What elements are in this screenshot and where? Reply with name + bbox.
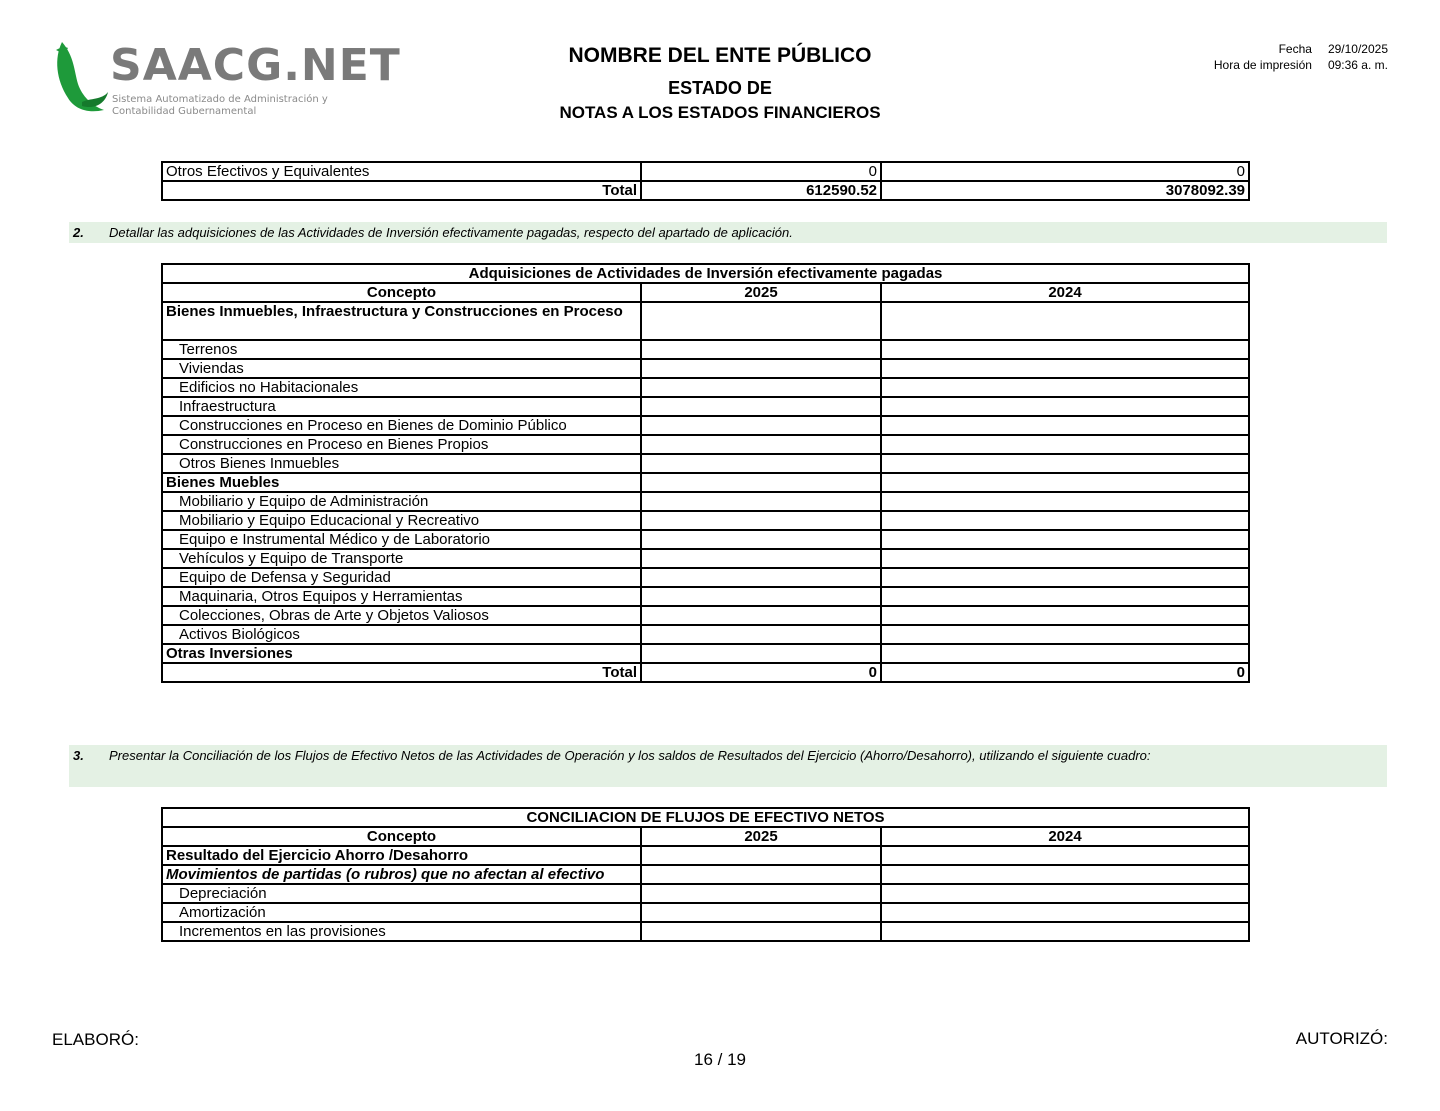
table-row: [162, 359, 1249, 378]
report-subtitle: ESTADO DE: [668, 78, 772, 98]
date-label: Fecha: [1278, 42, 1312, 56]
empty-cell: [641, 625, 881, 644]
row-label: Colecciones, Obras de Arte y Objetos Valiosos: [162, 606, 641, 625]
empty-cell: [641, 549, 881, 568]
group-row: [162, 644, 1249, 663]
row-label: Mobiliario y Equipo de Administración: [162, 492, 641, 511]
empty-cell: [881, 922, 1249, 941]
table-row: [162, 378, 1249, 397]
table-header-row: [162, 283, 1249, 302]
empty-cell: [881, 492, 1249, 511]
total-2024: 0: [881, 663, 1249, 682]
value-2024: 0: [881, 162, 1249, 181]
empty-cell: [881, 549, 1249, 568]
empty-cell: [881, 865, 1249, 884]
column-header-2024: 2024: [881, 827, 1249, 846]
empty-cell: [881, 530, 1249, 549]
table-row: [162, 511, 1249, 530]
total-2024: 3078092.39: [881, 181, 1249, 200]
empty-cell: [641, 397, 881, 416]
empty-cell: [641, 865, 881, 884]
empty-cell: [641, 454, 881, 473]
note-text: Detallar las adquisiciones de las Actividades de Inversión efectivamente pagadas, respecto del apartado de aplicación.: [109, 225, 793, 240]
page-title: NOMBRE DEL ENTE PÚBLICO: [568, 44, 872, 67]
table-header-row: [162, 827, 1249, 846]
note-3-band: [69, 745, 1387, 787]
date-value: 29/10/2025: [1327, 42, 1388, 56]
row-label: Vehículos y Equipo de Transporte: [162, 549, 641, 568]
print-metadata: [1214, 41, 1388, 73]
table-row: [162, 549, 1249, 568]
row-label: Construcciones en Proceso en Bienes Propios: [162, 435, 641, 454]
table-row: [162, 397, 1249, 416]
investment-acquisitions-table: [161, 263, 1250, 683]
logo-subtitle-line1: Sistema Automatizado de Administración y: [112, 94, 328, 105]
empty-cell: [881, 302, 1249, 340]
empty-cell: [881, 644, 1249, 663]
time-value: 09:36 a. m.: [1327, 58, 1388, 72]
table-row: [162, 922, 1249, 941]
row-label: Depreciación: [162, 884, 641, 903]
table-row: [162, 606, 1249, 625]
note-2-band: [69, 222, 1387, 243]
page-number: 16 / 19: [694, 1050, 746, 1069]
row-label: Construcciones en Proceso en Bienes de Dominio Público: [162, 416, 641, 435]
empty-cell: [641, 359, 881, 378]
table-title: Adquisiciones de Actividades de Inversión efectivamente pagadas: [162, 264, 1249, 283]
table-row: [162, 454, 1249, 473]
row-label: Resultado del Ejercicio Ahorro /Desahorro: [162, 846, 641, 865]
empty-cell: [641, 644, 881, 663]
empty-cell: [881, 435, 1249, 454]
empty-cell: [881, 416, 1249, 435]
row-label: Amortización: [162, 903, 641, 922]
empty-cell: [641, 530, 881, 549]
total-row: [162, 181, 1249, 200]
empty-cell: [641, 340, 881, 359]
report-subtitle-2: NOTAS A LOS ESTADOS FINANCIEROS: [559, 103, 881, 122]
empty-cell: [641, 884, 881, 903]
table-row: [162, 416, 1249, 435]
row-label: Incrementos en las provisiones: [162, 922, 641, 941]
empty-cell: [881, 378, 1249, 397]
empty-cell: [641, 435, 881, 454]
empty-cell: [881, 903, 1249, 922]
note-text: Presentar la Conciliación de los Flujos de Efectivo Netos de las Actividades de Operación y los saldos de Resultados del Ejercicio (Ahorro/Desahorro), utilizando el siguiente cuadro:: [109, 748, 1151, 763]
row-label: Infraestructura: [162, 397, 641, 416]
note-number: 3.: [73, 748, 84, 763]
table-row: [162, 587, 1249, 606]
row-label: Movimientos de partidas (o rubros) que no afectan al efectivo: [162, 865, 641, 884]
total-row: [162, 663, 1249, 682]
empty-cell: [641, 568, 881, 587]
empty-cell: [641, 846, 881, 865]
row-label: Activos Biológicos: [162, 625, 641, 644]
note-number: 2.: [73, 225, 84, 240]
cash-equivalents-table: [161, 161, 1250, 201]
empty-cell: [881, 340, 1249, 359]
empty-cell: [641, 587, 881, 606]
empty-cell: [641, 302, 881, 340]
row-label: Otros Efectivos y Equivalentes: [162, 162, 641, 181]
total-2025: 612590.52: [641, 181, 881, 200]
empty-cell: [641, 903, 881, 922]
row-label: Maquinaria, Otros Equipos y Herramientas: [162, 587, 641, 606]
table-row: [162, 162, 1249, 181]
table-row: [162, 340, 1249, 359]
empty-cell: [881, 625, 1249, 644]
column-header-concepto: Concepto: [162, 827, 641, 846]
empty-cell: [881, 568, 1249, 587]
empty-cell: [881, 359, 1249, 378]
empty-cell: [881, 606, 1249, 625]
empty-cell: [641, 922, 881, 941]
time-label: Hora de impresión: [1213, 58, 1312, 72]
table-row: [162, 492, 1249, 511]
group-row: [162, 473, 1249, 492]
column-header-concepto: Concepto: [162, 283, 641, 302]
row-label: Equipo de Defensa y Seguridad: [162, 568, 641, 587]
empty-cell: [641, 416, 881, 435]
empty-cell: [641, 492, 881, 511]
empty-cell: [881, 587, 1249, 606]
empty-cell: [881, 511, 1249, 530]
table-row: [162, 625, 1249, 644]
table-row: [162, 568, 1249, 587]
column-header-2025: 2025: [641, 283, 881, 302]
value-2025: 0: [641, 162, 881, 181]
total-2025: 0: [641, 663, 881, 682]
empty-cell: [641, 473, 881, 492]
group-label: Bienes Inmuebles, Infraestructura y Construcciones en Proceso: [162, 302, 641, 340]
empty-cell: [881, 846, 1249, 865]
table-row: [162, 903, 1249, 922]
row-label: Edificios no Habitacionales: [162, 378, 641, 397]
group-label: Otras Inversiones: [162, 644, 641, 663]
logo-wordmark: SAACG.NET: [110, 40, 401, 91]
row-label: Otros Bienes Inmuebles: [162, 454, 641, 473]
logo-subtitle-line2: Contabilidad Gubernamental: [112, 106, 257, 117]
table-title: CONCILIACION DE FLUJOS DE EFECTIVO NETOS: [162, 808, 1249, 827]
table-title-row: [162, 808, 1249, 827]
empty-cell: [641, 606, 881, 625]
elaboro-label: ELABORÓ:: [52, 1030, 139, 1049]
column-header-2024: 2024: [881, 283, 1249, 302]
row-label: Mobiliario y Equipo Educacional y Recreativo: [162, 511, 641, 530]
table-title-row: [162, 264, 1249, 283]
total-label: Total: [162, 181, 641, 200]
column-header-2025: 2025: [641, 827, 881, 846]
group-row: [162, 302, 1249, 340]
empty-cell: [641, 511, 881, 530]
group-label: Bienes Muebles: [162, 473, 641, 492]
empty-cell: [881, 454, 1249, 473]
empty-cell: [881, 473, 1249, 492]
row-label: Terrenos: [162, 340, 641, 359]
total-label: Total: [162, 663, 641, 682]
table-row: [162, 530, 1249, 549]
empty-cell: [881, 884, 1249, 903]
empty-cell: [641, 378, 881, 397]
table-row: [162, 435, 1249, 454]
autorizo-label: AUTORIZÓ:: [1295, 1029, 1388, 1048]
row-label: Equipo e Instrumental Médico y de Laboratorio: [162, 530, 641, 549]
table-row: [162, 884, 1249, 903]
cash-flow-reconciliation-table: [161, 807, 1250, 942]
table-row: [162, 865, 1249, 884]
row-label: Viviendas: [162, 359, 641, 378]
table-row: [162, 846, 1249, 865]
empty-cell: [881, 397, 1249, 416]
